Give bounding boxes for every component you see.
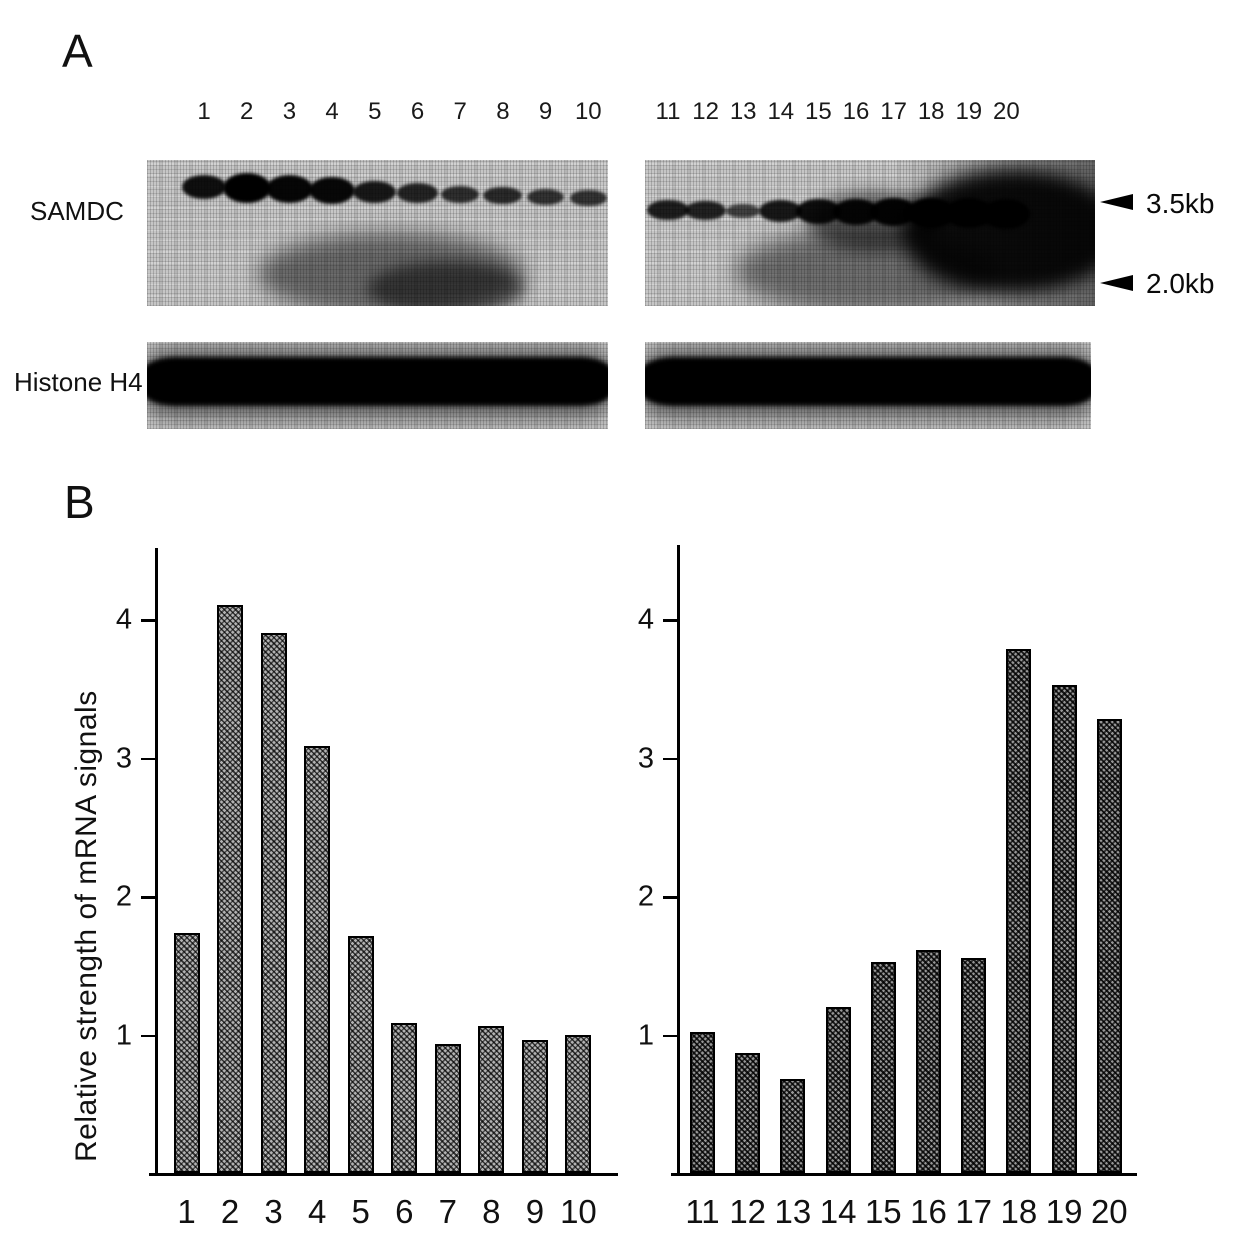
samdc-band-lane xyxy=(483,187,522,205)
lane-number-15: 15 xyxy=(805,98,832,125)
bar-lane-10 xyxy=(565,1035,591,1174)
x-label-15: 15 xyxy=(864,1193,902,1230)
lane-number-20: 20 xyxy=(993,98,1020,125)
x-label-5: 5 xyxy=(351,1193,370,1230)
lane-number-8: 8 xyxy=(496,98,510,125)
y-tick-label-4: 4 xyxy=(637,603,654,636)
lane-number-6: 6 xyxy=(410,98,425,125)
x-label-3: 3 xyxy=(264,1193,283,1230)
lane-number-17: 17 xyxy=(880,98,907,125)
size-marker-arrow-2-0kb xyxy=(1100,275,1133,291)
bar-lane-5 xyxy=(348,936,374,1173)
y-axis xyxy=(677,545,680,1175)
size-marker-2-0kb: 2.0kb xyxy=(1146,268,1215,299)
y-tick-3 xyxy=(141,758,155,761)
x-label-6: 6 xyxy=(395,1193,414,1230)
lane-number-4: 4 xyxy=(325,98,339,125)
x-axis xyxy=(671,1173,1137,1176)
lane-number-9: 9 xyxy=(538,98,553,125)
samdc-band-lane xyxy=(982,199,1030,229)
bar-lane-15 xyxy=(871,962,896,1173)
bar-lane-14 xyxy=(826,1007,851,1173)
y-tick-4 xyxy=(141,619,155,622)
samdc-band-lane xyxy=(685,201,726,221)
x-label-9: 9 xyxy=(525,1193,545,1230)
x-label-20: 20 xyxy=(1090,1193,1128,1230)
y-axis xyxy=(155,548,158,1175)
samdc-band-lane xyxy=(647,200,688,220)
lane-number-13: 13 xyxy=(729,98,757,125)
bar-lane-4 xyxy=(304,746,330,1173)
samdc-band-lane xyxy=(223,173,271,203)
bar-lane-20 xyxy=(1097,719,1122,1173)
x-label-16: 16 xyxy=(910,1193,947,1230)
y-tick-label-2: 2 xyxy=(637,880,654,913)
y-tick-label-3: 3 xyxy=(637,742,654,774)
lane-number-16: 16 xyxy=(842,98,870,125)
samdc-band-lane xyxy=(527,189,564,205)
samdc-row-label: SAMDC xyxy=(30,196,124,226)
y-tick-2 xyxy=(663,896,677,899)
lane-number-5: 5 xyxy=(368,98,382,125)
y-tick-3 xyxy=(663,758,677,761)
samdc-blot-lanes-11-20 xyxy=(645,160,1095,306)
samdc-band-lane xyxy=(397,183,437,202)
size-marker-arrow-3-5kb xyxy=(1100,194,1133,210)
x-label-13: 13 xyxy=(774,1193,812,1230)
samdc-band-lane xyxy=(570,190,606,205)
lane-number-2: 2 xyxy=(240,98,254,125)
samdc-band-lane xyxy=(353,181,396,203)
x-label-10: 10 xyxy=(560,1193,597,1230)
y-tick-label-1: 1 xyxy=(637,1019,654,1051)
x-label-11: 11 xyxy=(685,1193,720,1230)
x-label-14: 14 xyxy=(819,1193,857,1230)
panel-b-label: B xyxy=(64,476,95,528)
panel-a-label: A xyxy=(62,25,93,77)
x-label-8: 8 xyxy=(482,1193,501,1230)
y-tick-label-2: 2 xyxy=(115,880,132,913)
x-label-1: 1 xyxy=(177,1193,196,1230)
blot-smear xyxy=(368,262,525,306)
bar-lane-3 xyxy=(261,633,287,1173)
bar-lane-16 xyxy=(916,950,941,1173)
y-axis-title: Relative strength of mRNA signals xyxy=(70,690,103,1162)
bar-lane-18 xyxy=(1006,649,1031,1173)
y-tick-label-4: 4 xyxy=(115,603,132,636)
bar-lane-17 xyxy=(961,958,986,1173)
bar-lane-7 xyxy=(435,1044,461,1173)
x-label-12: 12 xyxy=(729,1193,767,1230)
lane-number-11: 11 xyxy=(655,98,681,125)
x-label-19: 19 xyxy=(1045,1193,1083,1230)
y-tick-4 xyxy=(663,619,677,622)
samdc-band-lane xyxy=(726,204,760,218)
bar-lane-13 xyxy=(780,1079,805,1173)
samdc-band-lane xyxy=(182,175,226,199)
lane-number-10: 10 xyxy=(574,98,602,125)
lane-number-18: 18 xyxy=(917,98,945,125)
y-tick-2 xyxy=(141,896,155,899)
x-axis xyxy=(149,1173,618,1176)
samdc-band-lane xyxy=(441,186,479,203)
x-label-18: 18 xyxy=(1000,1193,1038,1230)
histone-blot-lanes-11-20 xyxy=(645,342,1091,429)
size-marker-3-5kb: 3.5kb xyxy=(1146,188,1215,219)
lane-number-19: 19 xyxy=(955,98,983,125)
bar-lane-9 xyxy=(522,1040,548,1173)
bar-lane-6 xyxy=(391,1023,417,1173)
y-tick-1 xyxy=(141,1035,155,1038)
x-label-17: 17 xyxy=(955,1193,993,1230)
y-tick-label-1: 1 xyxy=(115,1019,132,1051)
y-tick-1 xyxy=(663,1035,677,1038)
bar-lane-2 xyxy=(217,605,243,1173)
histone-band xyxy=(645,357,1091,407)
bar-lane-8 xyxy=(478,1026,504,1173)
lane-number-7: 7 xyxy=(453,98,467,125)
lane-number-3: 3 xyxy=(282,98,297,125)
bar-lane-12 xyxy=(735,1053,760,1173)
lane-number-1: 1 xyxy=(197,98,211,125)
x-label-4: 4 xyxy=(307,1193,327,1230)
bar-lane-1 xyxy=(174,933,200,1173)
bar-lane-11 xyxy=(690,1032,715,1173)
samdc-band-lane xyxy=(309,177,355,204)
lane-number-14: 14 xyxy=(767,98,795,125)
histone-blot-lanes-1-10 xyxy=(147,342,608,429)
x-label-7: 7 xyxy=(438,1193,457,1230)
x-label-2: 2 xyxy=(220,1193,240,1230)
histone-band xyxy=(147,357,608,407)
histone-row-label: Histone H4 xyxy=(14,367,143,397)
samdc-blot-lanes-1-10 xyxy=(147,160,608,306)
y-tick-label-3: 3 xyxy=(115,742,132,774)
lane-number-12: 12 xyxy=(692,98,719,125)
bar-lane-19 xyxy=(1052,685,1077,1173)
samdc-band-lane xyxy=(266,175,313,203)
